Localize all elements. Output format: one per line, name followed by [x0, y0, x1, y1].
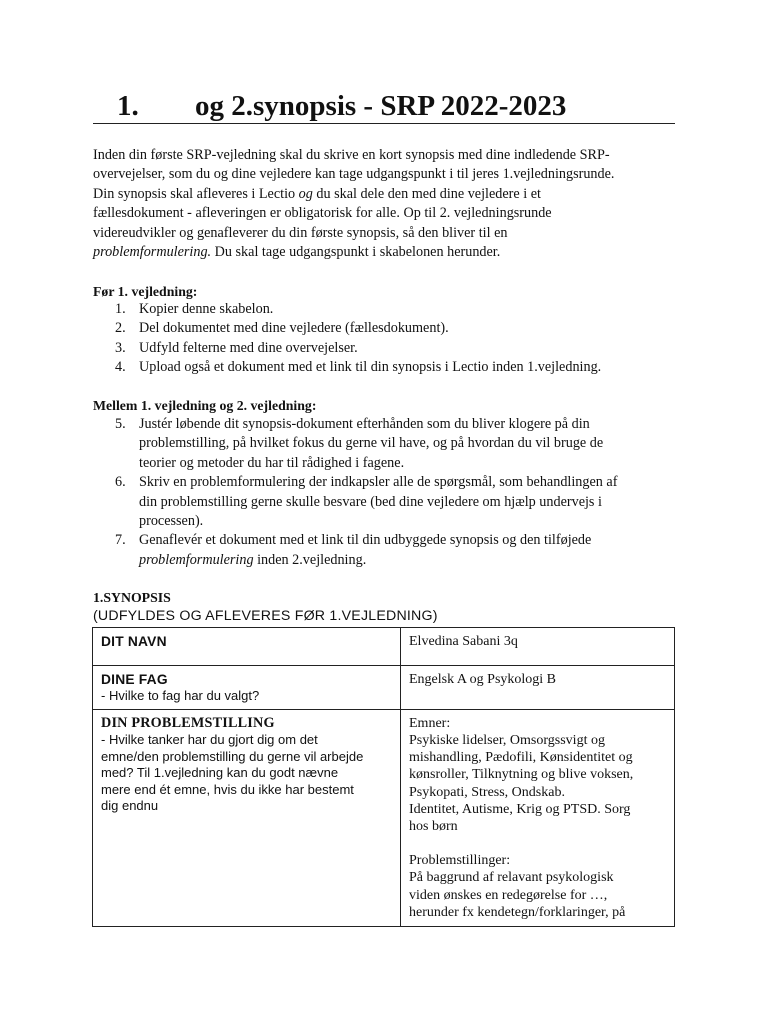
list-number: 5.	[115, 416, 126, 432]
name-label-cell	[93, 628, 401, 666]
between-list	[93, 415, 675, 570]
problem-description: dig endnu	[101, 798, 159, 814]
topics-line: Psykopati, Stress, Ondskab.	[409, 784, 565, 800]
problem-description: med? Til 1.vejledning kan du godt nævne	[101, 765, 339, 781]
problem-row	[93, 709, 675, 926]
list-text: problemstilling, på hvilket fokus du gerne vil have, og på hvordan du vil bruge de	[139, 435, 604, 452]
subjects-value: Engelsk A og Psykologi B	[409, 672, 557, 687]
list-item	[93, 531, 675, 570]
issues-line: viden ønskes en redegørelse for …,	[409, 887, 608, 903]
list-text: teorier og metoder du har til rådighed i fagene.	[139, 454, 405, 471]
intro-line: Inden din første SRP-vejledning skal du skrive en kort synopsis med dine indledende SRP-	[93, 147, 610, 163]
name-value-cell[interactable]	[401, 628, 675, 666]
list-emphasis: problemformulering	[139, 551, 254, 568]
issues-line: På baggrund af relavant psykologisk	[409, 870, 614, 886]
topics-label: Emner:	[409, 715, 451, 731]
before-heading: Før 1. vejledning:	[93, 284, 198, 299]
title-number: 1.	[117, 90, 139, 122]
problem-label: DIN PROBLEMSTILLING	[101, 714, 275, 731]
name-value: Elvedina Sabani 3q	[409, 634, 518, 649]
list-number: 1.	[115, 301, 126, 317]
spacer	[409, 835, 666, 852]
subjects-description: - Hvilke to fag har du valgt?	[101, 688, 260, 704]
list-item	[93, 415, 675, 473]
list-item	[93, 300, 675, 319]
list-item	[93, 339, 675, 358]
topics-line: kønsroller, Tilknytning og blive voksen,	[409, 767, 634, 783]
list-number: 3.	[115, 339, 126, 356]
problem-value-cell[interactable]	[401, 709, 675, 926]
issues-line: herunder fx kendetegn/forklaringer, på	[409, 904, 626, 920]
subjects-value-cell[interactable]	[401, 666, 675, 710]
intro-line: fællesdokument - afleveringen er obligatorisk for alle. Op til 2. vejledningsrunde	[93, 205, 552, 222]
intro-emphasis: problemformulering.	[93, 244, 212, 261]
intro-text: Din synopsis skal afleveres i Lectio	[93, 185, 299, 202]
list-text: inden 2.vejledning.	[253, 551, 367, 568]
list-item	[93, 358, 675, 377]
topics-line: hos børn	[409, 819, 458, 835]
list-item	[93, 473, 675, 531]
list-text: Skriv en problemformulering der indkapsler alle de spørgsmål, som behandlingen af	[139, 474, 618, 491]
problem-label-cell	[93, 709, 401, 926]
list-item	[93, 319, 675, 338]
list-text: processen).	[139, 513, 204, 530]
problem-description: emne/den problemstilling du gerne vil arbejde	[101, 748, 364, 764]
list-number: 7.	[115, 532, 126, 549]
list-text: Del dokumentet med dine vejledere (fællesdokument).	[139, 320, 449, 337]
list-text: Genaflevér et dokument med et link til din udbyggede synopsis og den tilføjede	[139, 532, 592, 549]
topics-line: mishandling, Pædofili, Kønsidentitet og	[409, 750, 633, 766]
name-label: DIT NAVN	[101, 634, 167, 649]
list-text: din problemstilling gerne skulle besvare (bed dine vejledere om hjælp undervejs i	[139, 493, 602, 510]
list-text: Justér løbende dit synopsis-dokument efterhånden som du bliver klogere på din	[139, 416, 590, 432]
intro-paragraph	[93, 146, 675, 262]
subjects-label: DINE FAG	[101, 672, 168, 687]
problem-description: mere end ét emne, hvis du ikke har bestemt	[101, 781, 354, 797]
page-title	[117, 88, 675, 124]
synopsis-title: 1.SYNOPSIS	[93, 590, 171, 605]
name-row	[93, 628, 675, 666]
subjects-label-cell	[93, 666, 401, 710]
title-text: og 2.synopsis - SRP 2022-2023	[195, 90, 567, 122]
intro-line	[93, 185, 675, 204]
issues-label: Problemstillinger:	[409, 853, 511, 869]
between-heading: Mellem 1. vejledning og 2. vejledning:	[93, 398, 317, 413]
before-list	[93, 300, 675, 378]
intro-emphasis: og	[298, 185, 313, 202]
list-number: 6.	[115, 474, 126, 491]
list-text: Kopier denne skabelon.	[139, 301, 274, 317]
topics-line: Identitet, Autisme, Krig og PTSD. Sorg	[409, 801, 631, 817]
list-text: Udfyld felterne med dine overvejelser.	[139, 339, 358, 356]
list-number: 2.	[115, 320, 126, 337]
intro-line: videreudvikler og genafleverer du din første synopsis, så den bliver til en	[93, 224, 508, 241]
list-number: 4.	[115, 359, 126, 376]
intro-line: overvejelser, som du og dine vejledere kan tage udgangspunkt i til jeres 1.vejledningsrunde.	[93, 166, 615, 183]
problem-description: - Hvilke tanker har du gjort dig om det	[101, 732, 318, 747]
synopsis-form-table	[92, 627, 675, 927]
intro-text: du skal dele den med dine vejledere i et	[312, 185, 541, 202]
list-text: Upload også et dokument med et link til din synopsis i Lectio inden 1.vejledning.	[139, 359, 602, 376]
intro-text: Du skal tage udgangspunkt i skabelonen herunder.	[211, 244, 501, 261]
synopsis-subtitle: (UDFYLDES OG AFLEVERES FØR 1.VEJLEDNING)	[93, 608, 438, 624]
intro-line	[93, 243, 675, 262]
subjects-row	[93, 666, 675, 710]
title-underline	[93, 123, 675, 124]
topics-line: Psykiske lidelser, Omsorgssvigt og	[409, 733, 605, 748]
